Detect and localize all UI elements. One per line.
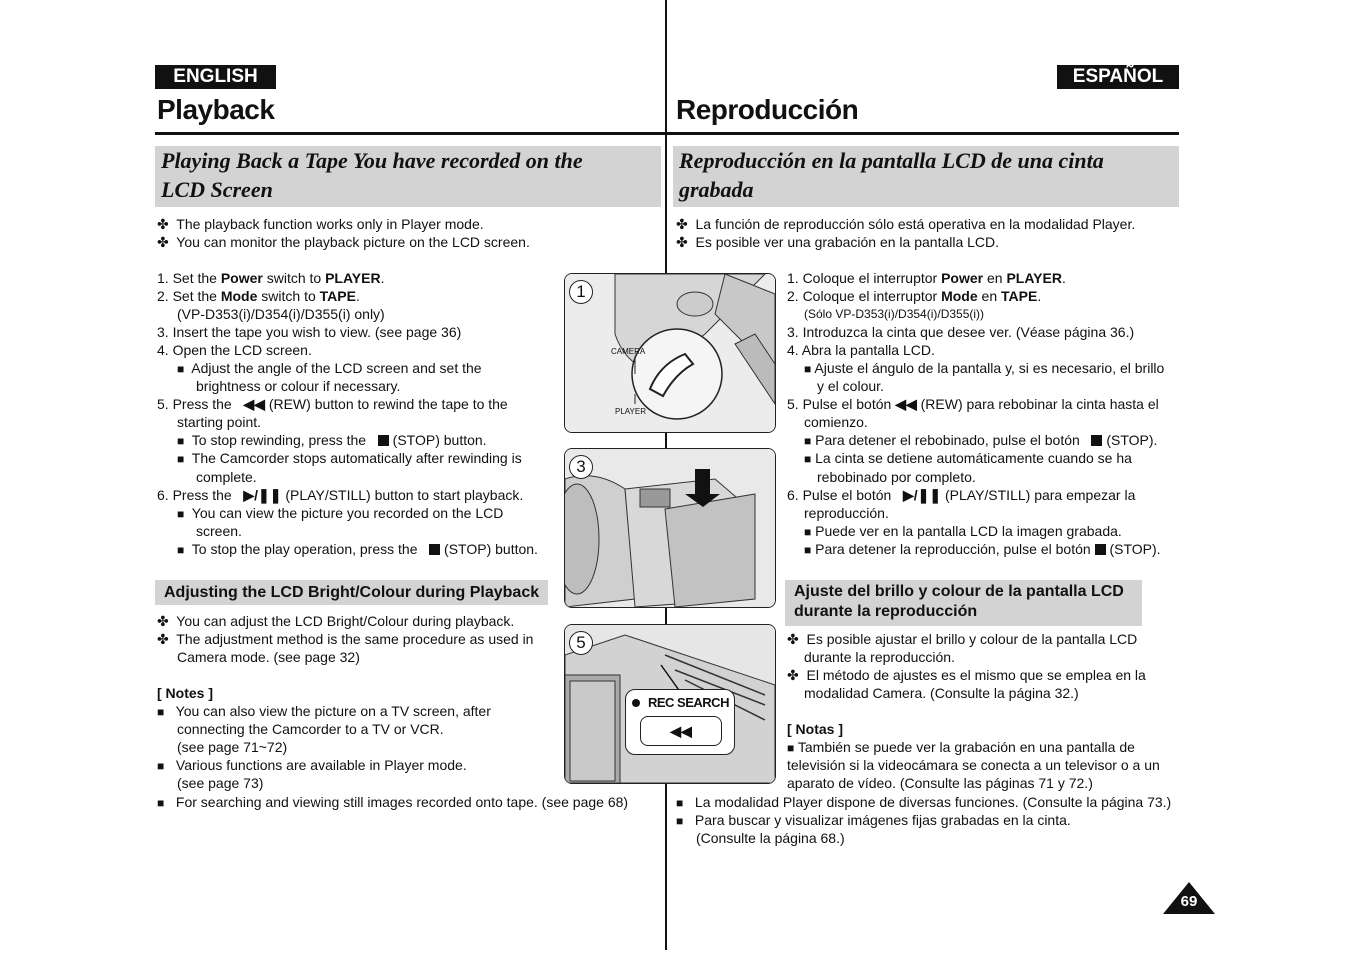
square-bullet-icon: ■ (177, 507, 185, 521)
figure-lcd-open (564, 448, 776, 608)
figure-number-badge: 5 (569, 631, 593, 655)
rew-icon: ◀◀ (895, 396, 917, 412)
stop-icon (1091, 435, 1102, 446)
square-bullet-icon: ■ (804, 434, 812, 448)
rew-icon: ◀◀ (243, 396, 265, 412)
bullet-icon: ✤ (676, 216, 688, 232)
note-item-cont: aparato de vídeo. (Consulte las páginas 71 y 72.) (787, 775, 1093, 791)
square-bullet-icon: ■ (177, 543, 185, 557)
step-4: 4. Abra la pantalla LCD. (787, 342, 935, 358)
page-title-english: Playback (157, 94, 275, 125)
bullet-icon: ✤ (157, 216, 169, 232)
figure-number-badge: 3 (569, 455, 593, 479)
step-4-bullet-cont: y el colour. (817, 378, 884, 394)
step-5-bullet: ■ To stop rewinding, press the (STOP) button. (177, 432, 487, 448)
note-item: ■ You can also view the picture on a TV screen, after (157, 703, 491, 719)
bullet-icon: ✤ (157, 234, 169, 250)
step-5-bullet: ■ Para detener el rebobinado, pulse el botón (STOP). (804, 432, 1158, 448)
subsection-heading-line: durante la reproducción (794, 603, 978, 620)
language-badge-english: ENGLISH (155, 65, 276, 89)
step-2: 2. Set the Mode switch to TAPE. (157, 288, 360, 304)
note-item-cont: televisión si la videocámara se conecta a un televisor o a un (787, 757, 1160, 773)
square-bullet-icon: ■ (804, 525, 812, 539)
play-still-icon: ▶/❚❚ (243, 487, 282, 503)
bullet-icon: ✤ (787, 667, 799, 683)
step-6-bullet: ■ Puede ver en la pantalla LCD la imagen grabada. (804, 523, 1122, 539)
square-bullet-icon: ■ (804, 362, 812, 376)
figure-rec-search (564, 624, 776, 784)
step-1: 1. Coloque el interruptor Power en PLAYER. (787, 270, 1066, 286)
square-bullet-icon: ■ (157, 796, 165, 810)
step-5-bullet: ■ La cinta se detiene automáticamente cuando se ha (804, 450, 1132, 466)
step-2: 2. Coloque el interruptor Mode en TAPE. (787, 288, 1042, 304)
intro-item: ✤ Es posible ver una grabación en la pantalla LCD. (676, 234, 1000, 250)
bullet-icon: ✤ (676, 234, 688, 250)
subsection-heading-english: Adjusting the LCD Bright/Colour during Playback (155, 580, 548, 605)
figure-power-switch (564, 273, 776, 433)
intro-item: ✤ The playback function works only in Player mode. (157, 216, 484, 232)
notes-label-english: [ Notes ] (157, 685, 213, 701)
note-item: ■ Various functions are available in Player mode. (157, 757, 467, 773)
player-label: PLAYER (615, 407, 646, 416)
note-item: ■ La modalidad Player dispone de diversas funciones. (Consulte la página 73.) (676, 794, 1172, 810)
step-6: 6. Press the ▶/❚❚ (PLAY/STILL) button to start playback. (157, 487, 524, 503)
language-badge-spanish: ESPAÑOL (1057, 65, 1179, 89)
title-rule-spanish (667, 132, 1179, 135)
square-bullet-icon: ■ (787, 741, 795, 755)
step-4-bullet: ■ Ajuste el ángulo de la pantalla y, si es necesario, el brillo (804, 360, 1165, 376)
step-4: 4. Open the LCD screen. (157, 342, 312, 358)
note-item: ■ Para buscar y visualizar imágenes fijas grabadas en la cinta. (676, 812, 1071, 828)
note-item: ■ For searching and viewing still images recorded onto tape. (see page 68) (157, 794, 629, 810)
step-5-bullet-cont: complete. (196, 469, 257, 485)
intro-item: ✤ La función de reproducción sólo está operativa en la modalidad Player. (676, 216, 1136, 232)
note-item-cont: connecting the Camcorder to a TV or VCR. (177, 721, 444, 737)
adjust-item-cont: modalidad Camera. (Consulte la página 32.) (804, 685, 1079, 701)
record-dot-icon (632, 699, 640, 707)
note-item-cont: (see page 71~72) (177, 739, 288, 755)
camera-label: CAMERA (611, 347, 646, 356)
stop-icon (1095, 544, 1106, 555)
square-bullet-icon: ■ (804, 452, 812, 466)
section-heading-line: grabada (679, 177, 754, 202)
square-bullet-icon: ■ (177, 452, 185, 466)
rec-search-label: REC SEARCH (648, 695, 729, 710)
square-bullet-icon: ■ (177, 362, 185, 376)
square-bullet-icon: ■ (676, 796, 684, 810)
page-number: 69 (1180, 893, 1198, 910)
adjust-item: ✤ Es posible ajustar el brillo y colour de la pantalla LCD (787, 631, 1138, 647)
subsection-heading-spanish (785, 580, 1142, 626)
step-5-cont: starting point. (177, 414, 262, 430)
rec-search-callout (625, 689, 735, 755)
step-3: 3. Introduzca la cinta que desee ver. (Véase página 36.) (787, 324, 1135, 340)
bullet-icon: ✤ (787, 631, 799, 647)
square-bullet-icon: ■ (804, 543, 812, 557)
adjust-item: ✤ El método de ajustes es el mismo que se emplea en la (787, 667, 1146, 683)
adjust-item: ✤ You can adjust the LCD Bright/Colour during playback. (157, 613, 515, 629)
camcorder-switch-illustration (565, 274, 775, 432)
camcorder-lcd-illustration (565, 449, 775, 607)
page-title-spanish: Reproducción (676, 94, 859, 125)
note-item-cont: (see page 73) (177, 775, 264, 791)
step-6-cont: reproducción. (804, 505, 889, 521)
section-heading-line: LCD Screen (161, 177, 273, 202)
square-bullet-icon: ■ (157, 705, 165, 719)
stop-icon (378, 435, 389, 446)
play-still-icon: ▶/❚❚ (902, 487, 942, 503)
step-5-cont: comienzo. (804, 414, 868, 430)
notes-label-spanish: [ Notas ] (787, 721, 843, 737)
section-heading-line: Reproducción en la pantalla LCD de una cinta (679, 148, 1104, 173)
section-heading-spanish (673, 146, 1179, 207)
step-6-bullet-cont: screen. (196, 523, 242, 539)
intro-item: ✤ You can monitor the playback picture on the LCD screen. (157, 234, 530, 250)
step-2-note: (Sólo VP-D353(i)/D354(i)/D355(i)) (804, 307, 985, 321)
section-heading-line: Playing Back a Tape You have recorded on the (161, 148, 583, 173)
step-6-bullet: ■ Para detener la reproducción, pulse el botón (STOP). (804, 541, 1161, 557)
figure-number-badge: 1 (569, 280, 593, 304)
rew-button-icon: ◀◀ (640, 716, 722, 746)
step-6: 6. Pulse el botón ▶/❚❚ (PLAY/STILL) para empezar la (787, 487, 1136, 503)
note-item: ■ También se puede ver la grabación en una pantalla de (787, 739, 1135, 755)
square-bullet-icon: ■ (157, 759, 165, 773)
step-5-bullet: ■ The Camcorder stops automatically after rewinding is (177, 450, 522, 466)
note-item-cont: (Consulte la página 68.) (696, 830, 845, 846)
adjust-item: ✤ The adjustment method is the same procedure as used in (157, 631, 534, 647)
step-6-bullet: ■ To stop the play operation, press the (STOP) button. (177, 541, 538, 557)
adjust-item-cont: durante la reproducción. (804, 649, 955, 665)
bullet-icon: ✤ (157, 631, 169, 647)
step-5-bullet-cont: rebobinado por completo. (817, 469, 976, 485)
step-3: 3. Insert the tape you wish to view. (see page 36) (157, 324, 462, 340)
section-heading-english (155, 146, 661, 207)
stop-icon (429, 544, 440, 555)
step-2-note: (VP-D353(i)/D354(i)/D355(i) only) (177, 306, 385, 322)
step-5: 5. Pulse el botón ◀◀ (REW) para rebobinar la cinta hasta el (787, 396, 1159, 412)
subsection-heading-line: Ajuste del brillo y colour de la pantalla LCD (794, 583, 1124, 600)
step-4-bullet-cont: brightness or colour if necessary. (196, 378, 401, 394)
adjust-item-cont: Camera mode. (see page 32) (177, 649, 360, 665)
square-bullet-icon: ■ (177, 434, 185, 448)
step-4-bullet: ■ Adjust the angle of the LCD screen and set the (177, 360, 482, 376)
title-rule-english (155, 132, 665, 135)
bullet-icon: ✤ (157, 613, 169, 629)
step-6-bullet: ■ You can view the picture you recorded on the LCD (177, 505, 504, 521)
square-bullet-icon: ■ (676, 814, 684, 828)
step-1: 1. Set the Power switch to PLAYER. (157, 270, 385, 286)
step-5: 5. Press the ◀◀ (REW) button to rewind the tape to the (157, 396, 508, 412)
